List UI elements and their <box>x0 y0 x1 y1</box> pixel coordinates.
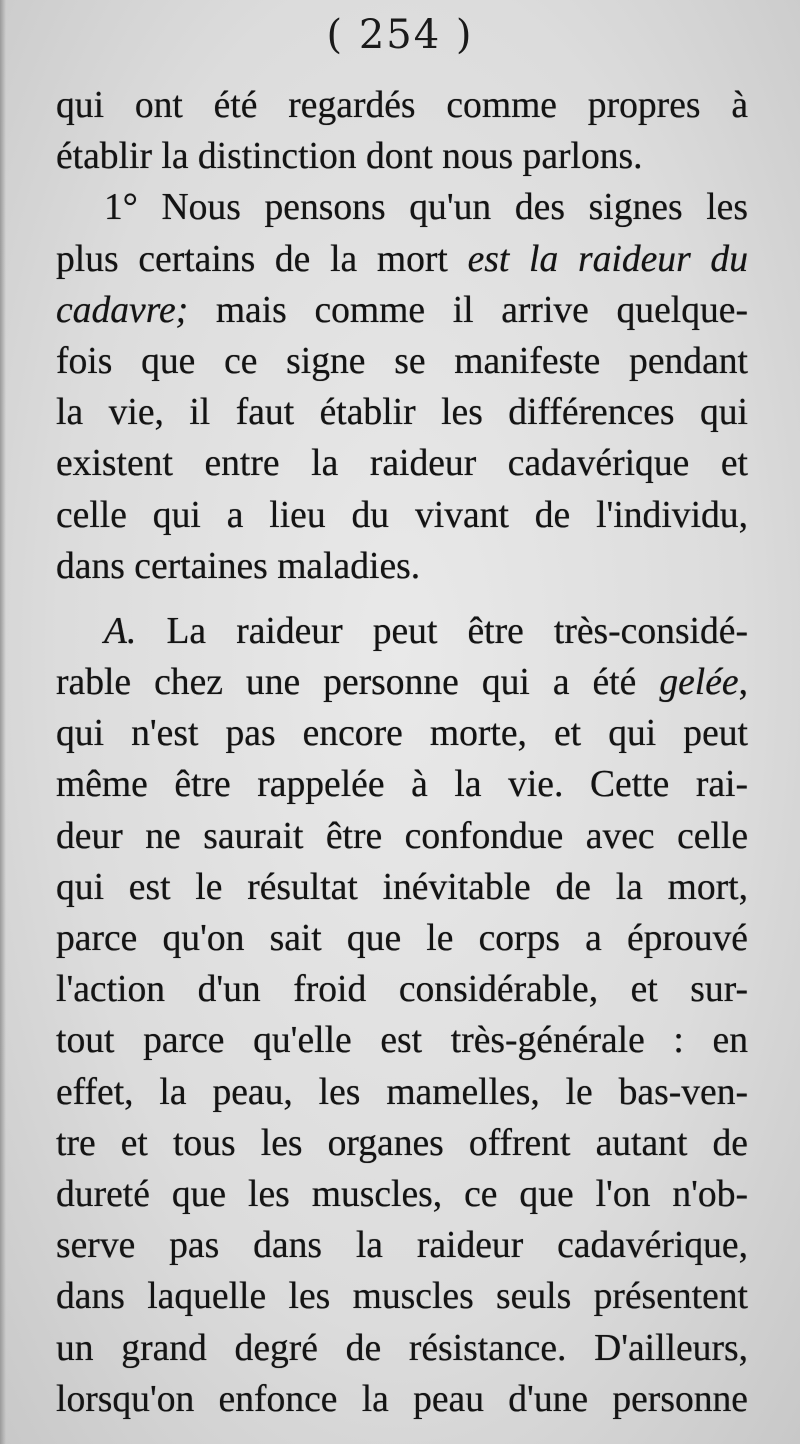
text-segment: deur ne saurait être confondue avec celle <box>56 815 748 857</box>
text-line <box>56 80 748 131</box>
text-segment: lorsqu'on enfonce la peau d'une personne <box>56 1378 748 1420</box>
text-line <box>56 1220 748 1271</box>
text-line <box>56 285 748 336</box>
text-segment: existent entre la raideur cadavérique et <box>56 443 748 485</box>
text-segment: celle qui a lieu du vivant de l'individu, <box>56 494 748 536</box>
text-line <box>56 759 748 810</box>
text-segment: parce qu'on sait que le corps a éprouvé <box>56 918 748 959</box>
italic-text-segment: cadavre; <box>56 289 189 331</box>
text-segment: qui ont été regardés comme propres à <box>56 85 748 126</box>
text-segment: dans laquelle les muscles seuls présentent <box>56 1276 748 1318</box>
text-line <box>56 862 748 913</box>
text-segment: serve pas dans la raideur cadavérique, <box>56 1225 748 1267</box>
text-segment: , <box>738 662 748 704</box>
text-line <box>56 490 748 541</box>
text-segment: fois que ce signe se manifeste pendant <box>56 340 748 382</box>
text-line <box>56 1271 748 1322</box>
italic-text-segment: est la raideur du <box>467 238 748 280</box>
text-line <box>56 913 748 964</box>
text-segment: un grand degré de résistance. D'ailleurs, <box>56 1327 748 1369</box>
text-line <box>56 811 748 862</box>
page-number: ( 254 ) <box>326 12 474 58</box>
text-line <box>56 1169 748 1220</box>
text-segment: même être rappelée à la vie. Cette rai- <box>56 764 748 806</box>
text-line <box>56 1118 748 1169</box>
text-line <box>56 1015 748 1066</box>
text-segment: tre et tous les organes offrent autant de <box>56 1122 748 1164</box>
text-segment: établir la distinction dont nous parlons. <box>56 136 643 178</box>
text-line <box>56 1323 748 1374</box>
text-line <box>56 182 748 233</box>
text-segment: la vie, il faut établir les différences qui <box>56 392 748 434</box>
text-segment: effet, la peau, les mamelles, le bas-ven- <box>56 1071 748 1113</box>
italic-text-segment: gelée <box>659 662 739 704</box>
text-line <box>56 708 748 759</box>
text-line <box>56 1067 748 1118</box>
text-line <box>56 541 748 592</box>
text-line <box>56 131 748 182</box>
text-segment: 1° Nous pensons qu'un des signes les <box>104 187 748 229</box>
text-segment: dans certaines maladies. <box>56 545 421 587</box>
text-segment: qui est le résultat inévitable de la mort, <box>56 866 748 908</box>
text-line <box>56 336 748 387</box>
italic-text-segment: A. <box>104 610 137 652</box>
text-segment: tout parce qu'elle est très-générale : en <box>56 1020 748 1062</box>
body-text <box>56 80 748 1425</box>
text-line <box>56 387 748 438</box>
text-line <box>56 1374 748 1425</box>
text-line <box>56 234 748 285</box>
text-line <box>56 657 748 708</box>
text-segment: l'action d'un froid considérable, et sur- <box>56 969 748 1011</box>
text-line <box>56 964 748 1015</box>
text-segment: La raideur peut être très-considé- <box>136 610 748 652</box>
text-segment: plus certains de la mort <box>56 238 468 280</box>
text-segment: rable chez une personne qui a été <box>56 662 660 704</box>
text-segment: mais comme il arrive quelque- <box>188 289 748 331</box>
text-segment: qui n'est pas encore morte, et qui peut <box>56 713 748 755</box>
text-segment: dureté que les muscles, ce que l'on n'ob- <box>56 1173 748 1215</box>
text-line <box>56 606 748 657</box>
text-line <box>56 438 748 489</box>
